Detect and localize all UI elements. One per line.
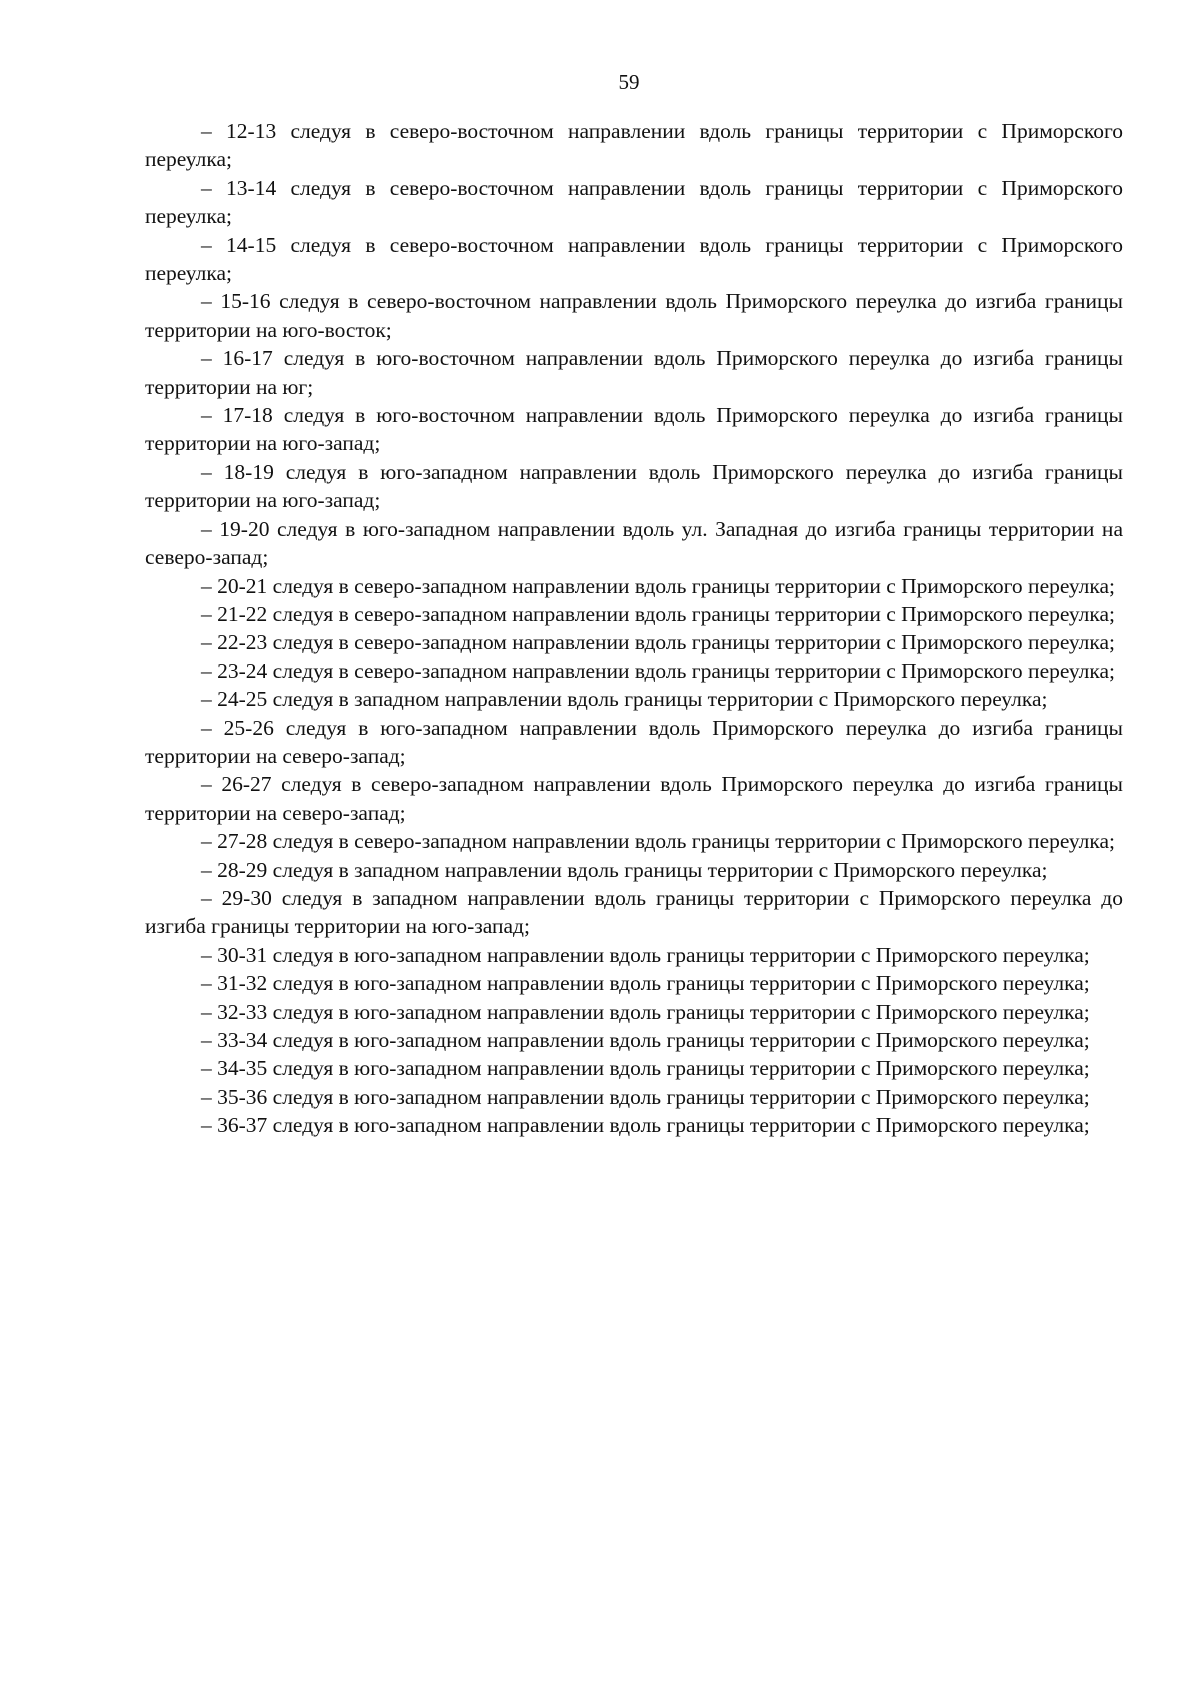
list-item: – 33-34 следуя в юго-западном направлении вдоль границы территории с Приморского переулка; [201, 1028, 1090, 1052]
list-item: – 36-37 следуя в юго-западном направлении вдоль границы территории с Приморского переулка; [201, 1113, 1090, 1138]
list-item: – 15-16 следуя в северо-восточном направлении вдоль Приморского переулка до изгиба границы территории на юго-восток; [145, 289, 1123, 342]
list-item: – 29-30 следуя в западном направлении вдоль границы территории с Приморского переулка до изгиба границы территории на юго-запад; [145, 885, 1123, 939]
list-item: – 31-32 следуя в юго-западном направлении вдоль границы территории с Приморского переулка; [201, 971, 1090, 996]
list-item: – 21-22 следуя в северо-западном направлении вдоль границы территории с Приморского переулка; [201, 601, 1116, 626]
list-item: – 25-26 следуя в юго-западном направлении вдоль Приморского переулка до изгиба границы территории на северо-запад; [145, 715, 1123, 768]
list-item: – 22-23 следуя в северо-западном направлении вдоль границы территории с Приморского переулка; [201, 630, 1116, 655]
list-item: – 13-14 следуя в северо-восточном направлении вдоль границы территории с Приморского переулка; [145, 175, 1123, 229]
list-item: – 16-17 следуя в юго-восточном направлении вдоль Приморского переулка до изгиба границы территории на юг; [145, 346, 1123, 399]
list-item: – 18-19 следуя в юго-западном направлении вдоль Приморского переулка до изгиба границы территории на юго-запад; [145, 459, 1123, 513]
list-item: – 32-33 следуя в юго-западном направлении вдоль границы территории с Приморского переулка; [201, 999, 1090, 1024]
list-item: – 34-35 следуя в юго-западном направлении вдоль границы территории с Приморского переулка; [201, 1056, 1090, 1081]
list-item: – 20-21 следуя в северо-западном направлении вдоль границы территории с Приморского переулка; [201, 573, 1116, 598]
list-item: – 26-27 следуя в северо-западном направлении вдоль Приморского переулка до изгиба границы территории на северо-запад; [145, 772, 1123, 825]
list-item: – 19-20 следуя в юго-западном направлении вдоль ул. Западная до изгиба границы территории на северо-запад; [145, 516, 1123, 570]
page-number: 59 [618, 70, 640, 94]
document-body [145, 117, 1123, 1140]
list-item: – 12-13 следуя в северо-восточном направлении вдоль границы территории с Приморского переулка; [145, 119, 1123, 172]
list-item: – 30-31 следуя в юго-западном направлении вдоль границы территории с Приморского переулка; [201, 942, 1090, 967]
list-item: – 23-24 следуя в северо-западном направлении вдоль границы территории с Приморского переулка; [201, 658, 1116, 683]
list-item: – 28-29 следуя в западном направлении вдоль границы территории с Приморского переулка; [201, 857, 1048, 882]
list-item: – 35-36 следуя в юго-западном направлении вдоль границы территории с Приморского переулка; [201, 1084, 1090, 1109]
list-item: – 24-25 следуя в западном направлении вдоль границы территории с Приморского переулка; [201, 687, 1048, 712]
list-item: – 14-15 следуя в северо-восточном направлении вдоль границы территории с Приморского переулка; [145, 232, 1123, 286]
list-item: – 17-18 следуя в юго-восточном направлении вдоль Приморского переулка до изгиба границы территории на юго-запад; [145, 403, 1123, 456]
list-item: – 27-28 следуя в северо-западном направлении вдоль границы территории с Приморского переулка; [201, 829, 1116, 854]
